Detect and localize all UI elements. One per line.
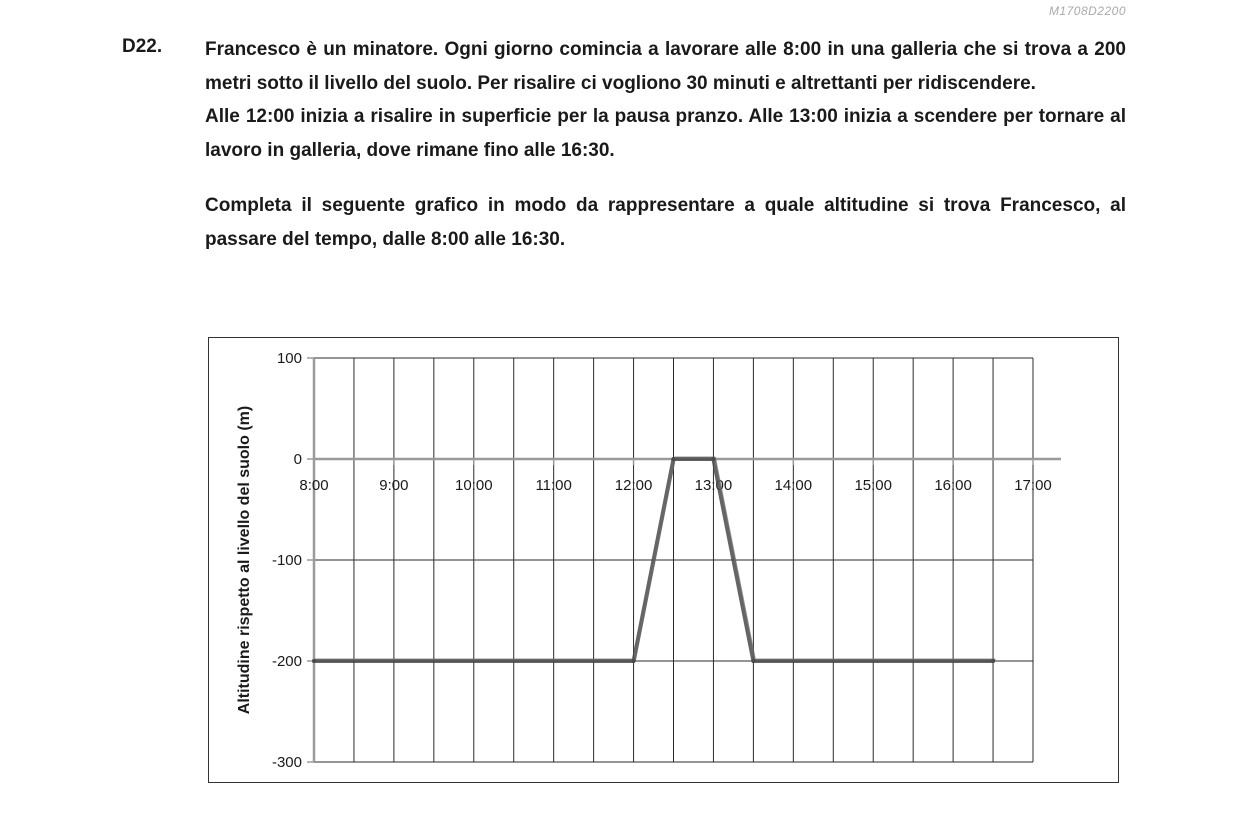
x-tick-label: 16:00 [934, 477, 972, 494]
x-tick-label: 14:00 [774, 477, 813, 494]
data-point [312, 659, 316, 663]
data-point [991, 659, 995, 663]
y-axis-label: Altitudine rispetto al livello del suolo (m) [236, 405, 253, 715]
y-tick-label: -200 [271, 653, 302, 670]
x-tick-label: 8:00 [299, 477, 329, 494]
y-tick-label: -300 [271, 754, 302, 771]
x-tick-label: 10:00 [455, 477, 493, 494]
data-point [672, 457, 676, 461]
page-code: M1708D2200 [1048, 4, 1126, 18]
y-tick-label: 100 [276, 350, 302, 367]
data-point [751, 659, 755, 663]
x-tick-label: 12:00 [614, 477, 653, 494]
data-point [632, 659, 636, 663]
data-point [711, 457, 715, 461]
x-tick-label: 17:00 [1014, 477, 1052, 494]
x-tick-label: 13:00 [694, 477, 733, 494]
question-number: D22. [122, 36, 163, 57]
data-series-line-shadow [316, 458, 995, 660]
question-paragraph-2: Alle 12:00 inizia a risalire in superficie per la pausa pranzo. Alle 13:00 inizia a scendere per tornare al lavoro in galleria, dove rimane fino alle 16:30. [205, 106, 1126, 161]
x-tick-label: 11:00 [535, 477, 572, 494]
x-tick-label: 9:00 [379, 477, 409, 494]
question-paragraph-3: Completa il seguente grafico in modo da rappresentare a quale altitudine si trova Francesco, al passare del tempo, dalle 8:00 alle 16:30. [205, 195, 1126, 250]
question-paragraph-1: Francesco è un minatore. Ogni giorno comincia a lavorare alle 8:00 in una galleria che si trova a 200 metri sotto il livello del suolo. Per risalire ci vogliono 30 minuti e altrettanti per ridiscendere. [205, 39, 1126, 94]
x-tick-label: 15:00 [854, 477, 892, 494]
y-tick-label: 0 [293, 451, 302, 468]
y-tick-label: -100 [271, 552, 302, 569]
